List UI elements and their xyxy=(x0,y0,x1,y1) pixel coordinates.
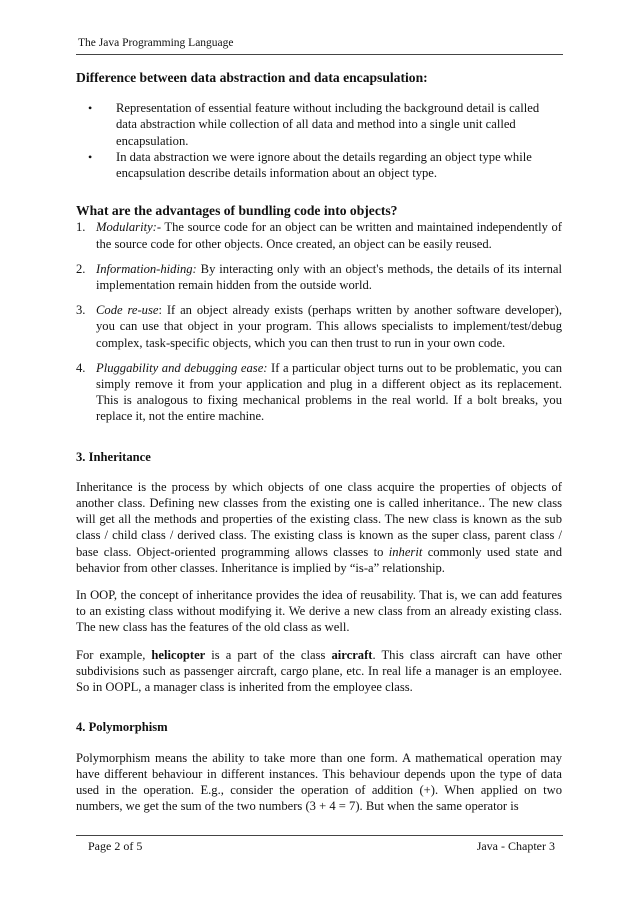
list-item xyxy=(76,261,562,293)
list-item xyxy=(76,360,562,425)
abstraction-heading: Difference between data abstraction and data encapsulation: xyxy=(76,70,428,85)
advantages-list xyxy=(76,219,562,424)
item-text: - The source code for an object can be written and maintained independently of the source code for other objects. Once created, an object can be easily reused. xyxy=(96,220,562,251)
text-run: commonly used state and behavior from other classes. Inheritance is implied by “is-a” relationship. xyxy=(76,544,562,575)
list-item: • Representation of essential feature without including the background detail is called data abstraction while collection of all data and method into a single unit called encapsulation. xyxy=(76,100,562,149)
item-number: 2. xyxy=(76,261,86,276)
item-term: Code re-use xyxy=(96,303,159,318)
list-item: • In data abstraction we were ignore about the details regarding an object type while encapsulation describe details information about an object type. xyxy=(76,149,562,181)
item-text: : If an object already exists (perhaps written by another software developer), you can use that object in your program. This allows specialists to implement/test/debug complex, task-specific objects, which you can then trust to run in your own code. xyxy=(96,303,562,350)
chapter-label: Java - Chapter 3 xyxy=(476,839,555,853)
text-run: inherit xyxy=(388,544,423,559)
header-rule xyxy=(76,54,563,55)
text-run: . This class aircraft can have other subdivisions such as passenger aircraft, cargo plane, etc. In real life a manager is an employee. So in OOPL, a manager class is inherited from the employee class. xyxy=(76,647,563,695)
running-header: The Java Programming Language xyxy=(78,37,234,49)
item-text: By interacting only with an object's methods, the details of its internal implementation remain hidden from the outside world. xyxy=(96,261,562,293)
polymorphism-heading: 4. Polymorphism xyxy=(76,720,168,735)
item-number: 3. xyxy=(76,303,86,318)
footer-rule xyxy=(76,835,563,836)
text-run: is a part of the class xyxy=(205,647,332,662)
inheritance-paragraph-2: In OOP, the concept of inheritance provides the idea of reusability. That is, we can add features to an existing class without modifying it. We derive a new class from an already existing class. The new class has the features of the old class as well. xyxy=(76,588,562,635)
text-run: helicopter xyxy=(151,647,206,662)
abstraction-list xyxy=(76,100,562,181)
text-run: Inheritance is the process by which objects of one class acquire the properties of objects of another class. Defining new classes from the existing one is called inheritance.. The new class will get all the methods and properties of the existing class. The new class is known as the sub class / child class / derived class. The existing class is known as the super class, parent class / base class. Object-oriented programming allows classes to xyxy=(76,479,562,559)
page-number: Page 2 of 5 xyxy=(88,839,143,853)
item-term: Modularity: xyxy=(96,220,157,235)
inheritance-heading: 3. Inheritance xyxy=(76,449,151,464)
list-item xyxy=(76,302,562,351)
text-run: aircraft xyxy=(331,647,373,662)
advantages-heading: What are the advantages of bundling code into objects? xyxy=(76,203,398,219)
inheritance-paragraph-1 xyxy=(76,479,562,576)
text-run: For example, xyxy=(76,647,152,662)
item-term: Information-hiding: xyxy=(96,261,197,276)
polymorphism-paragraph: Polymorphism means the ability to take more than one form. A mathematical operation may have different behaviour in different instances. This behaviour depends upon the type of data used in the operation. E.g., consider the operation of addition (+). When applied on two numbers, we get the sum of the two numbers (3 + 4 = 7). But when the same operator is xyxy=(76,750,562,814)
inheritance-paragraph-3 xyxy=(76,647,562,696)
item-number: 1. xyxy=(76,220,86,235)
item-number: 4. xyxy=(76,360,86,375)
list-item xyxy=(76,219,562,251)
item-text: If a particular object turns out to be problematic, you can simply remove it from your application and plug in a different object as its replacement. This is analogous to fixing mechanical problems in the real world. If a bolt breaks, you replace it, not the entire machine. xyxy=(96,360,562,424)
item-term: Pluggability and debugging ease: xyxy=(96,360,268,375)
page-footer xyxy=(76,837,563,857)
page-body xyxy=(76,70,562,814)
